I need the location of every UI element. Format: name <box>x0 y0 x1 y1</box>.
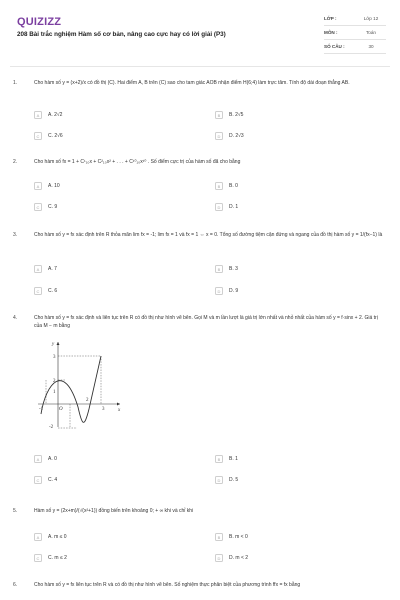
option-letter-box: D <box>215 287 223 295</box>
question-text: Hàm số y = (2x+m)/(√(x²+1)) đồng biến trên khoảng 0; + ∞ khi và chỉ khi <box>34 508 194 514</box>
option-text: B. 0 <box>229 183 238 189</box>
option-c[interactable] <box>34 475 184 485</box>
option-text: C. 2√6 <box>48 133 63 139</box>
tick-x3: 3 <box>102 407 105 412</box>
x-axis-arrow <box>117 403 120 406</box>
option-c[interactable] <box>34 202 184 212</box>
tick-y3: 3 <box>53 355 56 360</box>
option-b[interactable] <box>215 181 365 191</box>
option-d[interactable] <box>215 131 365 141</box>
option-text: D. 1 <box>229 204 239 210</box>
option-letter-box: B <box>215 182 223 190</box>
meta-key: LỚP : <box>324 16 337 21</box>
option-text: A. 7 <box>48 266 57 272</box>
option-letter-box: C <box>34 476 42 484</box>
option-c[interactable] <box>34 286 184 296</box>
option-b[interactable] <box>215 110 365 120</box>
tick-y2: 2 <box>53 379 56 384</box>
x-axis-label: x <box>118 408 121 413</box>
meta-key: SỐ CÂU : <box>324 44 345 49</box>
option-text: D. 9 <box>229 288 239 294</box>
question-text: Cho hàm số y = (x+2)/x có đồ thị (C). Hai điểm A, B trên (C) sao cho tam giác AOB nhận điểm H(6;4) làm trực tâm. Tính độ dài đoạn thẳng AB. <box>34 80 350 86</box>
worksheet-title: 208 Bài trắc nghiệm Hàm số cơ bản, nâng cao cực hay có lời giải (P3) <box>17 31 226 38</box>
question-number: 5. <box>13 508 18 514</box>
option-letter-box: B <box>215 111 223 119</box>
option-text: B. 2√5 <box>229 112 244 118</box>
question-number: 2. <box>13 159 18 165</box>
option-letter-box: D <box>215 554 223 562</box>
tick-ym2: -2 <box>49 425 54 429</box>
option-text: A. m ≤ 0 <box>48 534 67 540</box>
question-text: Cho hàm số y = fx xác định và liên tục trên R có đồ thị như hình vẽ bên. Gọi M và m lần lượt là giá trị lớn nhất và nhỏ nhất của hàm số y = f·sinx + 2. Giá trị của M − m bằng <box>34 315 378 329</box>
origin-label: O <box>59 407 63 412</box>
quizizz-logo: QUIZIZZ <box>17 16 62 28</box>
question-number: 3. <box>13 232 18 238</box>
option-text: C. m ≤ 2 <box>48 555 67 561</box>
option-letter-box: A <box>34 455 42 463</box>
option-b[interactable] <box>215 264 365 274</box>
option-text: D. m < 2 <box>229 555 249 561</box>
option-a[interactable] <box>34 264 184 274</box>
option-a[interactable] <box>34 181 184 191</box>
option-d[interactable] <box>215 202 365 212</box>
option-c[interactable] <box>34 131 184 141</box>
option-a[interactable] <box>34 454 184 464</box>
header-divider <box>10 66 390 67</box>
option-b[interactable] <box>215 532 365 542</box>
option-letter-box: B <box>215 265 223 273</box>
meta-row-subject <box>324 26 386 40</box>
tick-y1: 1 <box>53 390 56 395</box>
option-letter-box: A <box>34 265 42 273</box>
option-b[interactable] <box>215 454 365 464</box>
option-a[interactable] <box>34 110 184 120</box>
option-text: A. 10 <box>48 183 60 189</box>
option-text: C. 9 <box>48 204 58 210</box>
option-letter-box: B <box>215 455 223 463</box>
option-text: A. 2√2 <box>48 112 63 118</box>
option-text: D. 5 <box>229 477 239 483</box>
question-text: Cho hàm số y = fx liên tục trên R và có đồ thị như hình vẽ bên. Số nghiệm thực phân biệt của phương trình ffx = fx bằng <box>34 582 301 588</box>
option-text: C. 6 <box>48 288 58 294</box>
tick-x2: 2 <box>86 398 89 403</box>
option-letter-box: C <box>34 132 42 140</box>
option-letter-box: B <box>215 533 223 541</box>
y-axis-label: y <box>52 342 55 347</box>
question-text: Cho hàm số y = fx xác định trên R thỏa mãn lim fx = -1; lim fx = 1 và fx = 1 ⇔ x = 0. Tổng số đường tiệm cận đứng và ngang của đồ thị hàm số y = 1/(fx−1) là <box>34 232 383 238</box>
option-letter-box: D <box>215 476 223 484</box>
option-c[interactable] <box>34 553 184 563</box>
function-curve <box>41 356 101 422</box>
option-letter-box: A <box>34 111 42 119</box>
option-d[interactable] <box>215 475 365 485</box>
tick-xm1: -1 <box>39 407 44 412</box>
option-letter-box: C <box>34 203 42 211</box>
y-axis-arrow <box>57 342 60 345</box>
option-text: B. m < 0 <box>229 534 248 540</box>
option-text: C. 4 <box>48 477 58 483</box>
option-text: A. 0 <box>48 456 57 462</box>
meta-row-count <box>324 40 386 54</box>
meta-value: Lớp 12 <box>363 16 379 21</box>
option-letter-box: C <box>34 554 42 562</box>
option-text: B. 3 <box>229 266 238 272</box>
option-d[interactable] <box>215 553 365 563</box>
option-letter-box: D <box>215 132 223 140</box>
question-text: Cho hàm số fx = 1 + C¹₁₀x + C²₁₀x² + . . . + C¹⁰₁₀x¹⁰ . Số điểm cực trị của hàm số đã cho bằng <box>34 159 241 165</box>
option-letter-box: A <box>34 182 42 190</box>
option-text: D. 2√3 <box>229 133 244 139</box>
meta-key: MÔN : <box>324 30 338 35</box>
meta-row-class <box>324 12 386 26</box>
question-number: 1. <box>13 80 18 86</box>
option-text: B. 1 <box>229 456 238 462</box>
option-a[interactable] <box>34 532 184 542</box>
option-letter-box: C <box>34 287 42 295</box>
question-number: 4. <box>13 315 18 321</box>
question-number: 6. <box>13 582 18 588</box>
worksheet-meta <box>324 12 386 54</box>
option-letter-box: A <box>34 533 42 541</box>
option-letter-box: D <box>215 203 223 211</box>
meta-value: 30 <box>368 44 374 49</box>
function-graph <box>34 339 124 429</box>
meta-value: Toán <box>366 30 376 35</box>
option-d[interactable] <box>215 286 365 296</box>
